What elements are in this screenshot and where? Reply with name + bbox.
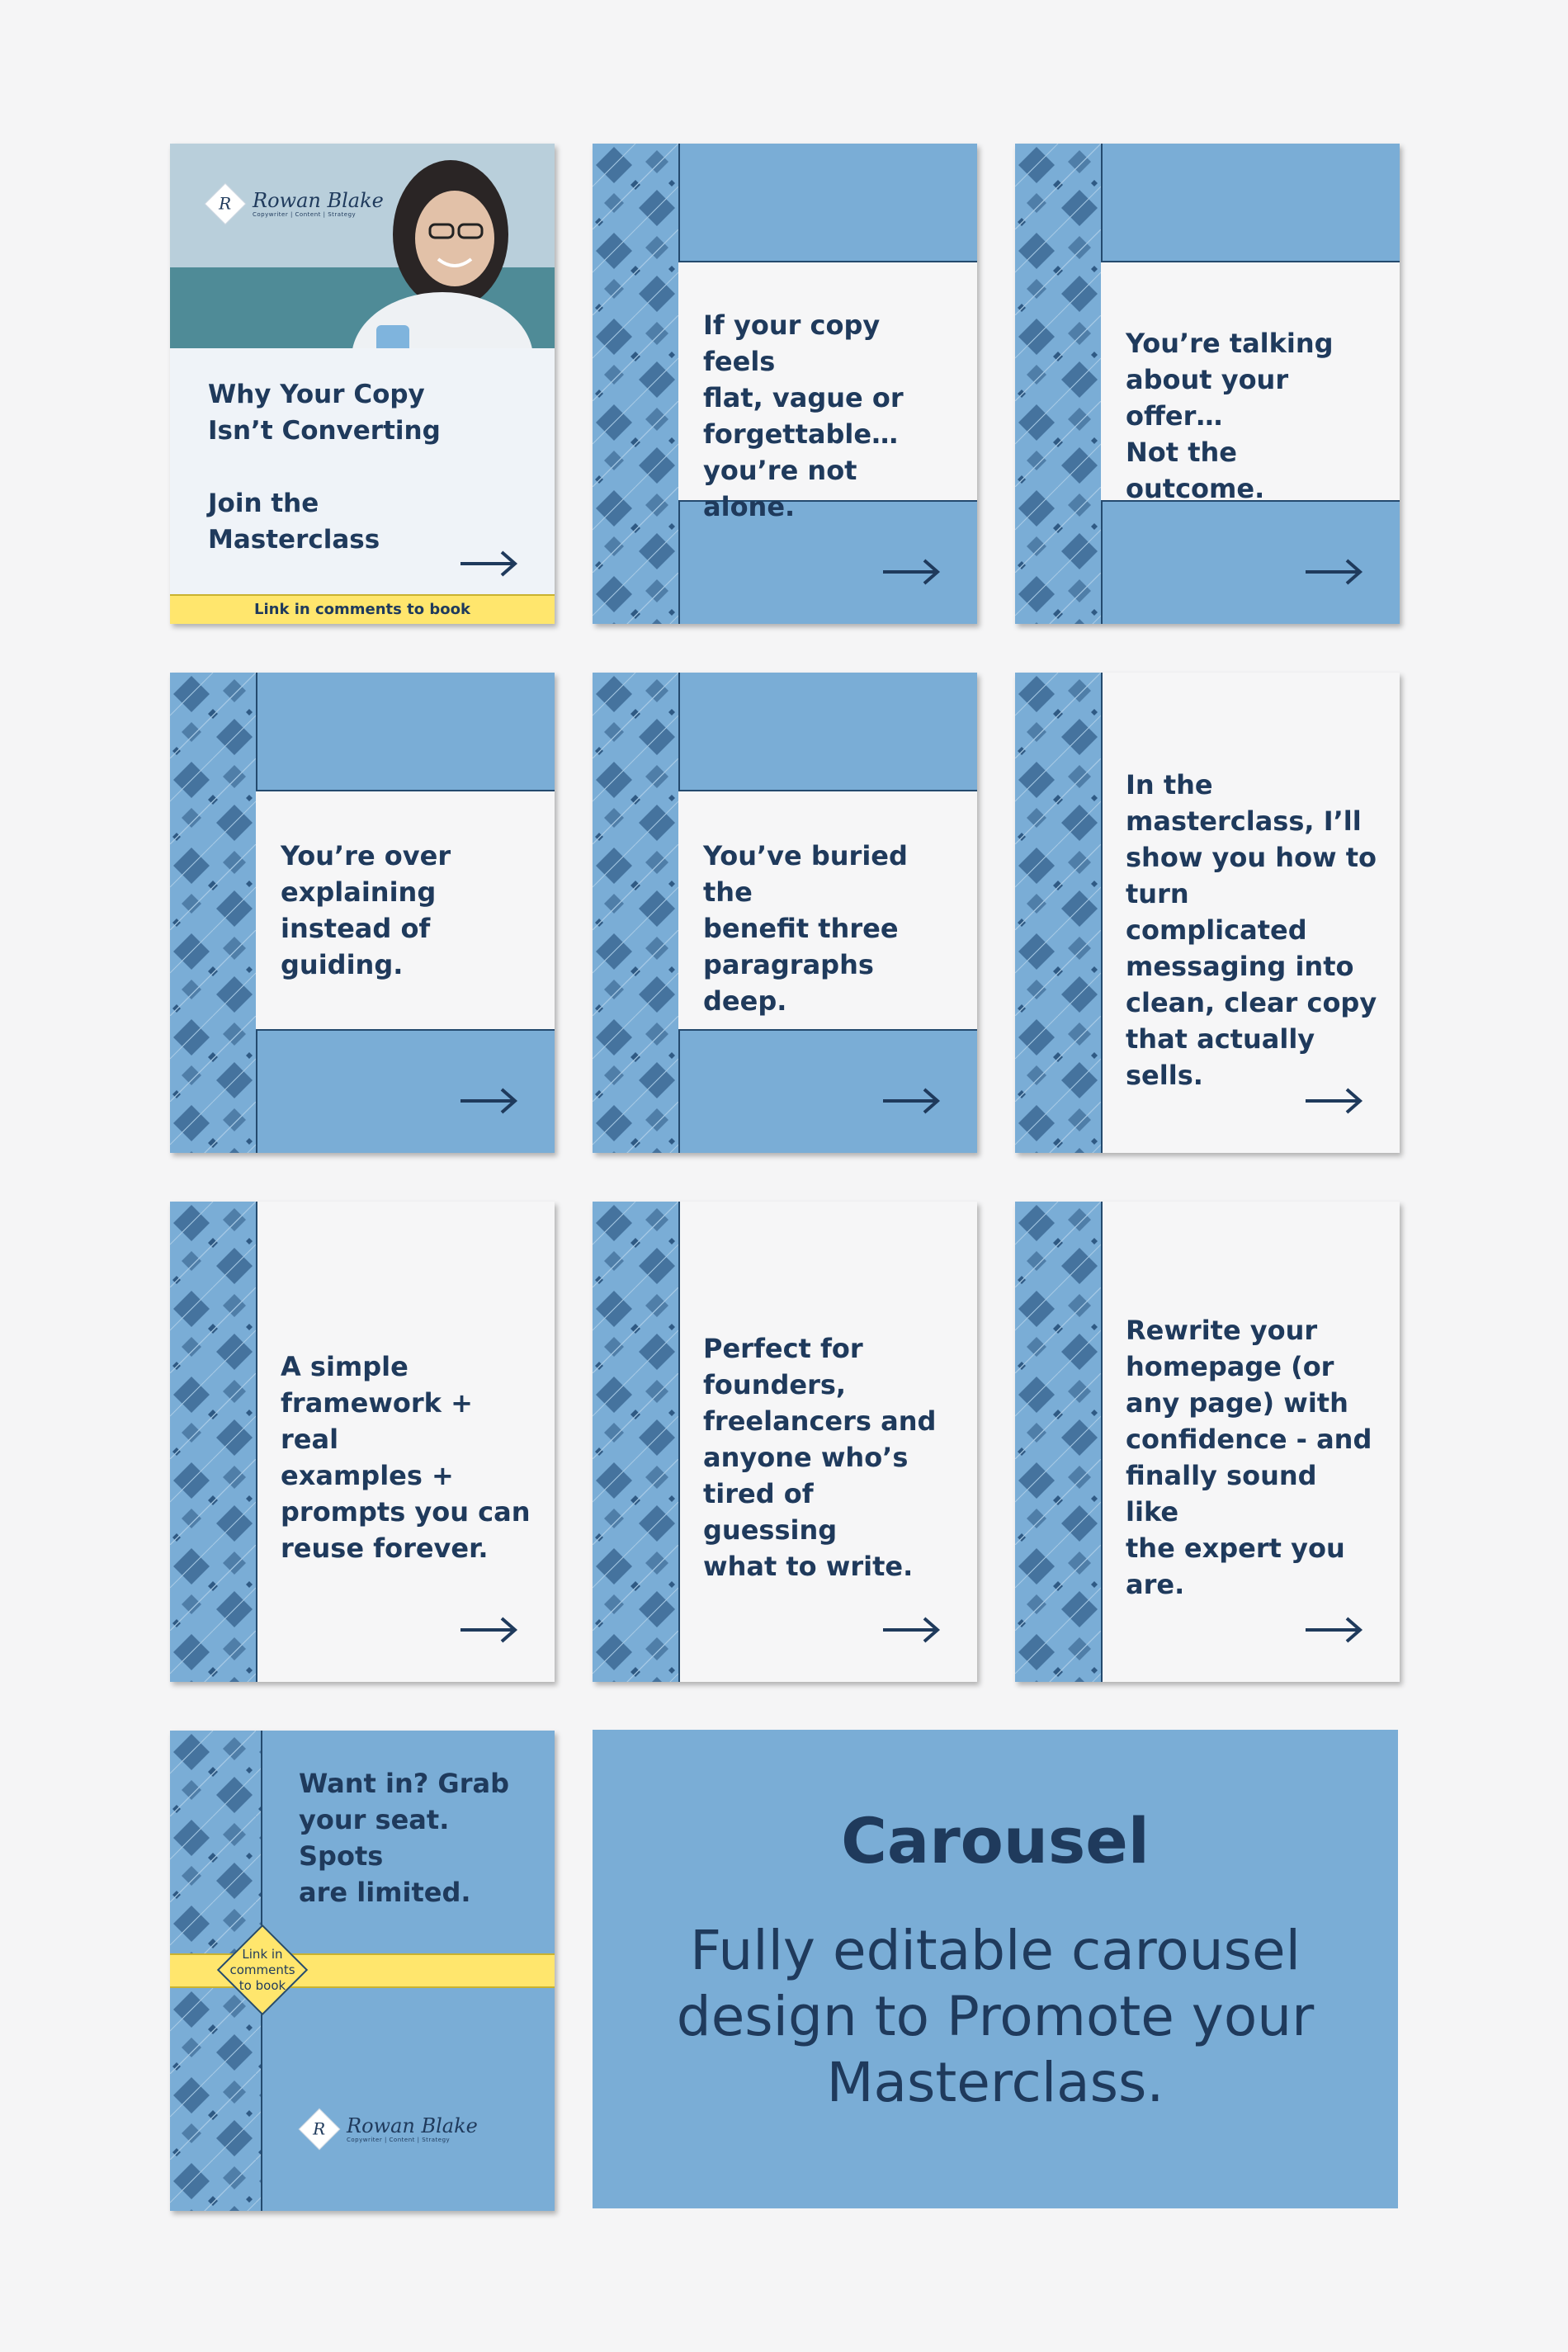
brand-name: Rowan Blake [347,2114,478,2137]
slide-text: You’re over explaining instead of guiding. [281,840,451,980]
cover-title: Why Your Copy Isn’t Converting [208,380,441,446]
slide-text: Perfect for founders, freelancers and anyone who’s tired of guessing what to write. [703,1333,937,1582]
pattern-stripe [1015,673,1101,1153]
pattern-stripe [1015,144,1101,624]
next-arrow-icon[interactable] [459,1087,518,1115]
next-arrow-icon[interactable] [881,1616,941,1644]
final-slide[interactable] [170,1731,555,2211]
slide-card[interactable] [593,144,977,624]
next-arrow-icon[interactable] [881,558,941,586]
slide-card[interactable] [1015,1202,1400,1682]
next-arrow-icon[interactable] [1304,558,1363,586]
cover-photo [170,144,555,348]
pattern-stripe [170,1202,256,1682]
cover-slide[interactable] [170,144,555,624]
pattern-stripe [170,673,256,1153]
brand-logo [305,2115,478,2143]
badge-text: Link in comments to book [229,1946,295,1993]
brand-name: Rowan Blake [253,189,384,212]
slide-card[interactable] [593,673,977,1153]
pattern-stripe [593,673,678,1153]
cover-footer: Link in comments to book [170,594,555,624]
next-arrow-icon[interactable] [459,550,518,578]
pattern-stripe [593,144,678,624]
logo-diamond-icon: R [205,184,245,224]
brand-tagline: Copywriter | Content | Strategy [253,211,357,218]
pattern-stripe [593,1202,678,1682]
slide-card[interactable] [170,673,555,1153]
info-title: Carousel [841,1804,1150,1877]
slide-card[interactable] [593,1202,977,1682]
slide-text: Rewrite your homepage (or any page) with confidence - and finally sound like the expert you are. [1126,1315,1372,1600]
brand-logo [211,190,384,218]
slide-card[interactable] [1015,144,1400,624]
brand-tagline: Copywriter | Content | Strategy [347,2137,451,2143]
slide-text: In the masterclass, I’ll show you how to turn complicated messaging into clean, clear copy that actually sells. [1126,769,1377,1091]
next-arrow-icon[interactable] [1304,1087,1363,1115]
slide-card[interactable] [170,1202,555,1682]
slide-text: You’ve buried the benefit three paragraphs deep. [703,840,908,1017]
book-badge[interactable] [220,1927,305,2013]
next-arrow-icon[interactable] [881,1087,941,1115]
info-subtitle: Fully editable carousel design to Promote your Masterclass. [676,1919,1315,2114]
next-arrow-icon[interactable] [459,1616,518,1644]
next-arrow-icon[interactable] [1304,1616,1363,1644]
logo-diamond-icon: R [300,2109,339,2149]
pattern-stripe [1015,1202,1101,1682]
final-text: Want in? Grab your seat. Spots are limited. [299,1768,509,1908]
slide-text: You’re talking about your offer… Not the outcome. [1126,328,1334,504]
slide-card[interactable] [1015,673,1400,1153]
cover-subtitle: Join the Masterclass [208,489,380,555]
slide-text: If your copy feels flat, vague or forgettable… you’re not alone. [703,309,904,522]
info-panel [593,1730,1398,2208]
slide-text: A simple framework + real examples + prompts you can reuse forever. [281,1351,531,1564]
